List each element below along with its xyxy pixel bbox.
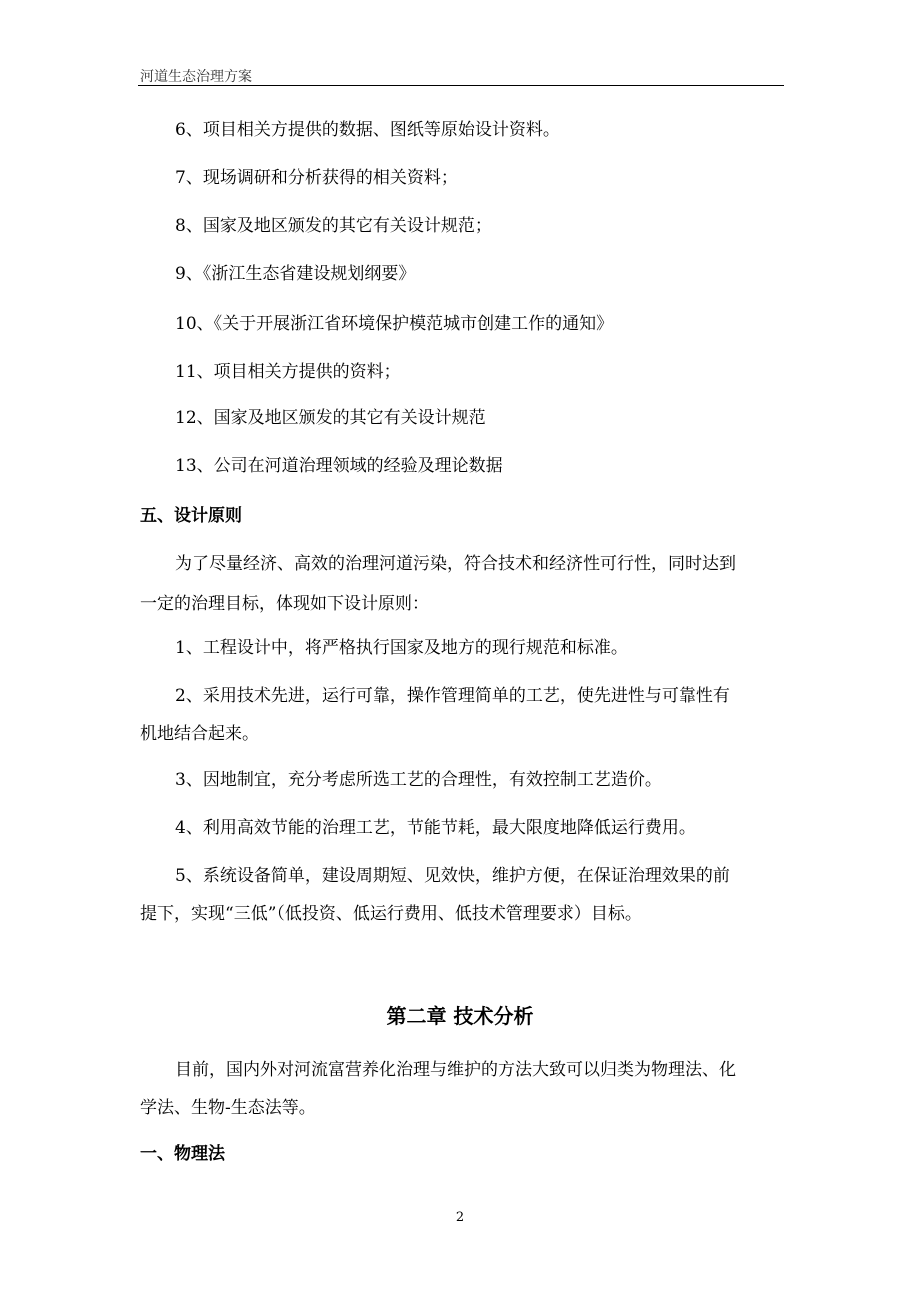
list-item: 8、国家及地区颁发的其它有关设计规范； — [175, 216, 492, 236]
chapter-title: 第二章 技术分析 — [386, 1004, 534, 1028]
list-item: 6、项目相关方提供的数据、图纸等原始设计资料。 — [175, 120, 560, 140]
list-item: 10、《关于开展浙江省环境保护模范城市创建工作的通知》 — [175, 314, 614, 334]
header-title: 河道生态治理方案 — [140, 69, 252, 85]
section-heading: 一、物理法 — [140, 1144, 225, 1164]
section-heading: 五、设计原则 — [140, 506, 242, 526]
list-item: 9、《浙江生态省建设规划纲要》 — [175, 264, 416, 284]
paragraph-line: 一定的治理目标，体现如下设计原则： — [140, 594, 429, 614]
page-number: 2 — [455, 1210, 465, 1225]
paragraph-line: 4、利用高效节能的治理工艺，节能节耗，最大限度地降低运行费用。 — [175, 818, 696, 838]
paragraph-line: 1、工程设计中，将严格执行国家及地方的现行规范和标准。 — [175, 638, 628, 658]
paragraph-line: 5、系统设备简单，建设周期短、见效快，维护方便，在保证治理效果的前 — [175, 866, 730, 886]
paragraph-line: 3、因地制宜，充分考虑所选工艺的合理性，有效控制工艺造价。 — [175, 770, 662, 790]
paragraph-line: 学法、生物-生态法等。 — [140, 1098, 316, 1118]
list-item: 13、公司在河道治理领域的经验及理论数据 — [175, 456, 503, 476]
paragraph-line: 提下，实现“三低”（低投资、低运行费用、低技术管理要求）目标。 — [140, 904, 642, 924]
list-item: 11、项目相关方提供的资料； — [175, 362, 401, 382]
header-divider — [138, 85, 784, 86]
paragraph-line: 机地结合起来。 — [140, 724, 259, 744]
paragraph-line: 为了尽量经济、高效的治理河道污染，符合技术和经济性可行性，同时达到 — [175, 554, 736, 574]
paragraph-line: 目前，国内外对河流富营养化治理与维护的方法大致可以归类为物理法、化 — [175, 1060, 736, 1080]
list-item: 12、国家及地区颁发的其它有关设计规范 — [175, 408, 486, 428]
paragraph-line: 2、采用技术先进，运行可靠，操作管理简单的工艺，使先进性与可靠性有 — [175, 686, 730, 706]
list-item: 7、现场调研和分析获得的相关资料； — [175, 168, 458, 188]
